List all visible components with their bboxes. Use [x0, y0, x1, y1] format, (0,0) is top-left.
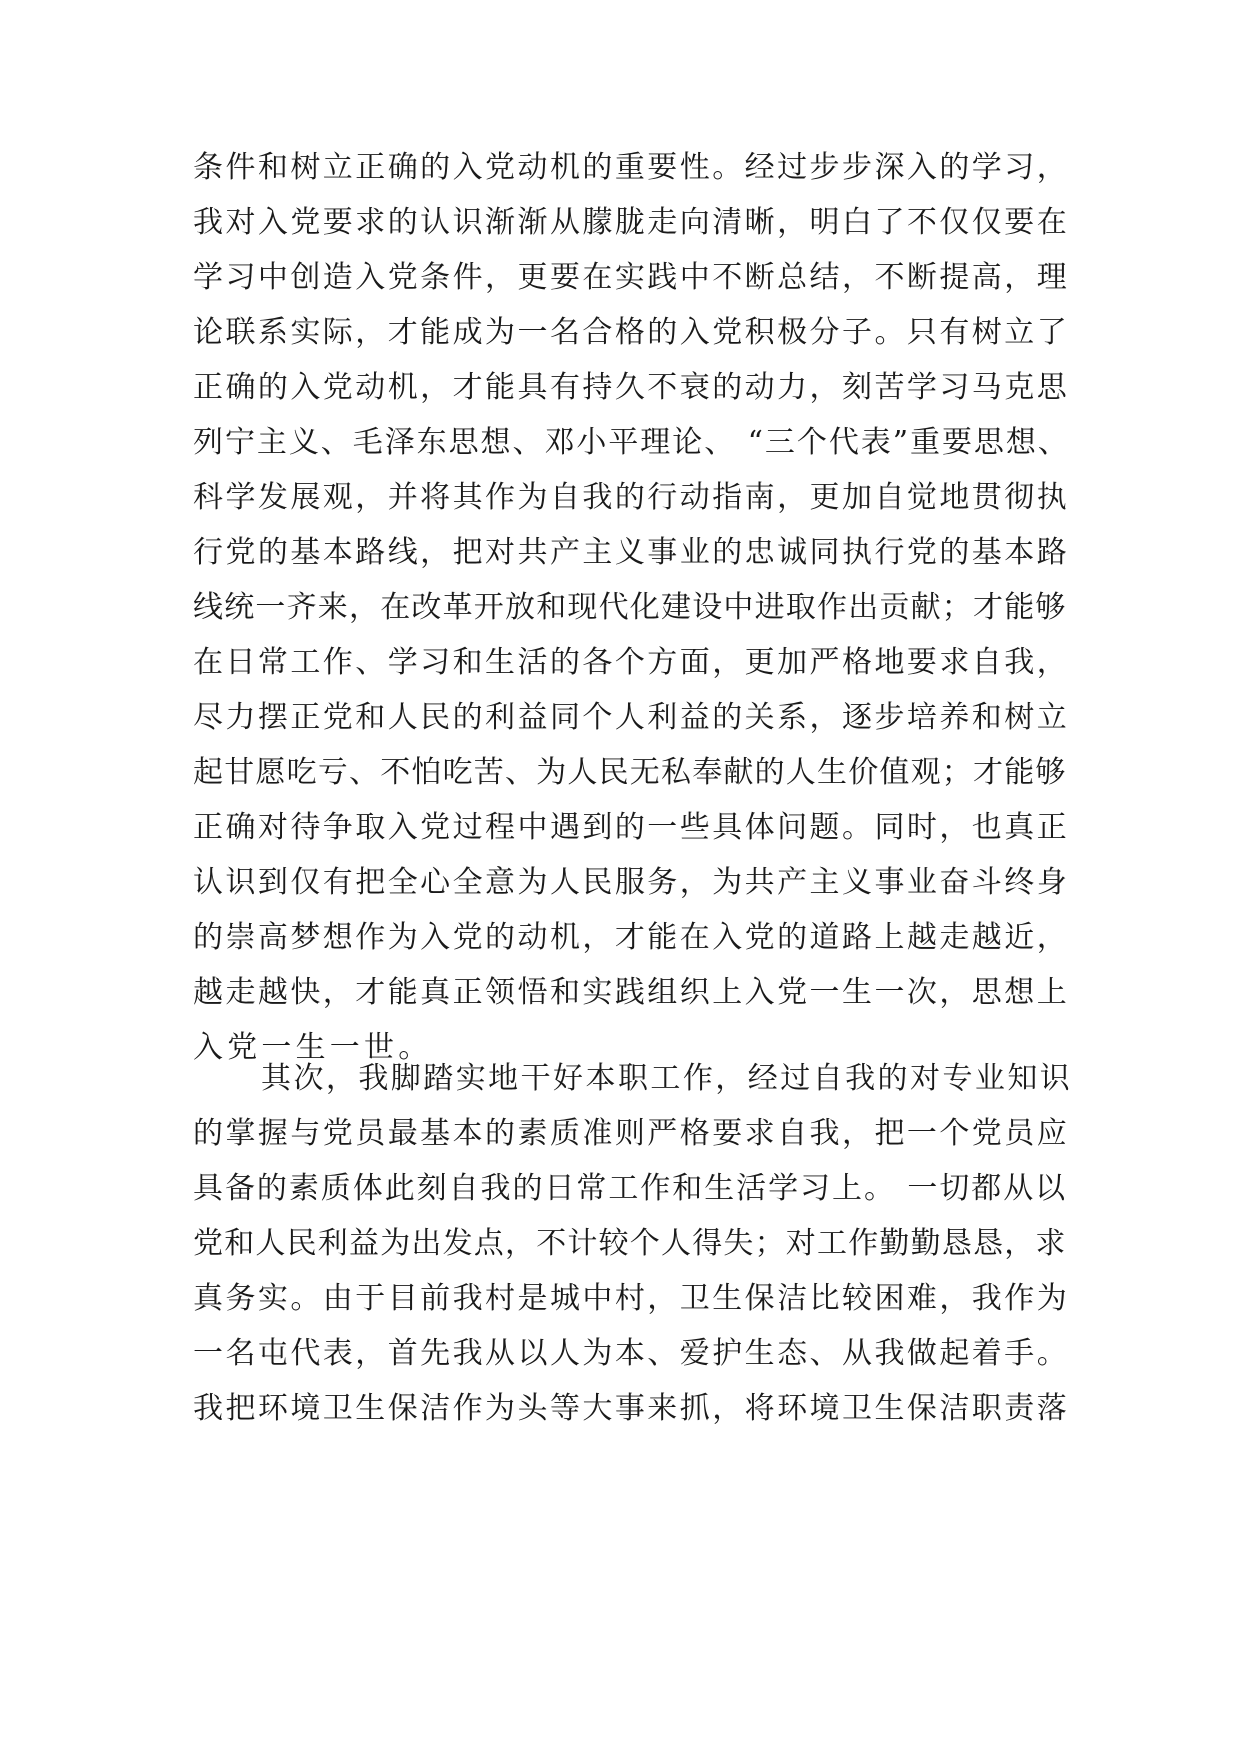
paragraph-line: 越走越快，才能真正领悟和实践组织上入党一生一次，思想上	[193, 975, 1070, 1010]
paragraph-line: 科学发展观，并将其作为自我的行动指南，更加自觉地贯彻执	[193, 480, 1070, 515]
paragraph-line: 正确对待争取入党过程中遇到的一些具体问题。同时，也真正	[193, 810, 1070, 845]
paragraph-line: 条件和树立正确的入党动机的重要性。经过步步深入的学习，	[193, 150, 1070, 185]
paragraph-line: 尽力摆正党和人民的利益同个人利益的关系，逐步培养和树立	[193, 700, 1070, 735]
paragraph-line: 具备的素质体此刻自我的日常工作和生活学习上。 一切都从以	[193, 1171, 1068, 1206]
paragraph-line: 起甘愿吃亏、不怕吃苦、为人民无私奉献的人生价值观；才能够	[193, 755, 1067, 790]
paragraph-line: 我把环境卫生保洁作为头等大事来抓，将环境卫生保洁职责落	[193, 1391, 1070, 1426]
paragraph-line: 入党一生一世。	[193, 1030, 433, 1065]
paragraph-line: 正确的入党动机，才能具有持久不衰的动力，刻苦学习马克思	[193, 370, 1070, 405]
paragraph-2	[193, 1051, 1073, 1436]
paragraph-line: 行党的基本路线，把对共产主义事业的忠诚同执行党的基本路	[193, 535, 1070, 570]
paragraph-line: 我对入党要求的认识渐渐从朦胧走向清晰，明白了不仅仅要在	[193, 205, 1070, 240]
paragraph-line: 真务实。由于目前我村是城中村，卫生保洁比较困难，我作为	[193, 1281, 1070, 1316]
paragraph-1	[193, 140, 1073, 1075]
paragraph-line: 的掌握与党员最基本的素质准则严格要求自我，把一个党员应	[193, 1116, 1070, 1151]
paragraph-line: 党和人民利益为出发点，不计较个人得失；对工作勤勤恳恳，求	[193, 1226, 1067, 1261]
paragraph-line: 的崇高梦想作为入党的动机，才能在入党的道路上越走越近，	[193, 920, 1070, 955]
paragraph-line: 论联系实际，才能成为一名合格的入党积极分子。只有树立了	[193, 315, 1070, 350]
paragraph-line: 学习中创造入党条件，更要在实践中不断总结，不断提高，理	[193, 260, 1070, 295]
paragraph-line: 列宁主义、毛泽东思想、邓小平理论、 “三个代表”重要思想、	[193, 425, 1070, 460]
paragraph-line: 一名屯代表，首先我从以人为本、爱护生态、从我做起着手。	[193, 1336, 1070, 1371]
paragraph-first-line: 其次，我脚踏实地干好本职工作，经过自我的对专业知识	[261, 1061, 1073, 1096]
paragraph-line: 在日常工作、学习和生活的各个方面，更加严格地要求自我，	[193, 645, 1070, 680]
paragraph-line: 线统一齐来，在改革开放和现代化建设中进取作出贡献；才能够	[193, 590, 1067, 625]
paragraph-line: 认识到仅有把全心全意为人民服务，为共产主义事业奋斗终身	[193, 865, 1070, 900]
